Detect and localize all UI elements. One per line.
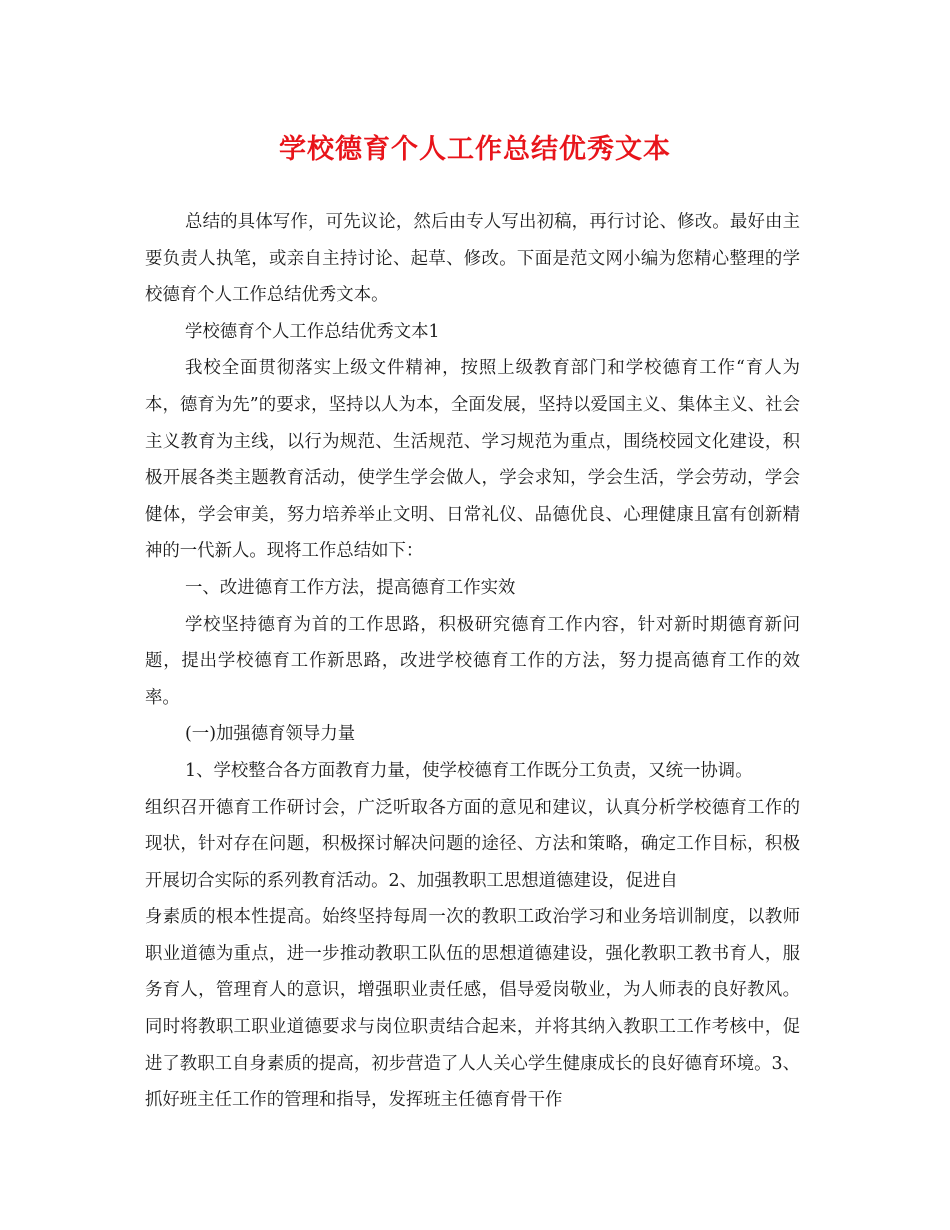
body-paragraph: 学校坚持德育为首的工作思路，积极研究德育工作内容，针对新时期德育新问题，提出学校德育工作新思路，改进学校德育工作的方法，努力提高德育工作的效率。 xyxy=(145,614,800,708)
overview-paragraph: 我校全面贯彻落实上级文件精神，按照上级教育部门和学校德育工作“育人为本，德育为先”的要求，坚持以人为本，全面发展，坚持以爱国主义、集体主义、社会主义教育为主线，以行为规范、生活规范、学习规范为重点，围绕校园文化建设，积极开展各类主题教育活动，使学生学会做人，学会求知，学会生活，学会劳动，学会健体，学会审美，努力培养举止文明、日常礼仪、品德优良、心理健康且富有创新精神的一代新人。现将工作总结如下： xyxy=(145,358,800,562)
document-title: 学校德育个人工作总结优秀文本 xyxy=(279,134,671,165)
body-paragraph: 组织召开德育工作研讨会，广泛听取各方面的意见和建议，认真分析学校德育工作的现状，针对存在问题，积极探讨解决问题的途径、方法和策略，确定工作目标，积极开展切合实际的系列教育活动。2、加强教职工思想道德建设，促进自 xyxy=(145,797,800,891)
intro-paragraph: 总结的具体写作，可先议论，然后由专人写出初稿，再行讨论、修改。最好由主要负责人执笔，或亲自主持讨论、起草、修改。下面是范文网小编为您精心整理的学校德育个人工作总结优秀文本。 xyxy=(145,212,800,306)
section-heading: 学校德育个人工作总结优秀文本1 xyxy=(185,321,440,342)
subsection-heading: (一)加强德育领导力量 xyxy=(185,724,356,745)
section-heading: 一、改进德育工作方法，提高德育工作实效 xyxy=(185,577,516,598)
document-body xyxy=(145,204,800,1119)
body-paragraph: 1、学校整合各方面教育力量，使学校德育工作既分工负责，又统一协调。 xyxy=(185,760,753,781)
body-paragraph: 身素质的根本性提高。始终坚持每周一次的教职工政治学习和业务培训制度，以教师职业道德为重点，进一步推动教职工队伍的思想道德建设，强化教职工教书育人，服务育人，管理育人的意识，增强职业责任感，倡导爱岗敬业，为人师表的良好教风。同时将教职工职业道德要求与岗位职责结合起来，并将其纳入教职工工作考核中，促进了教职工自身素质的提高，初步营造了人人关心学生健康成长的良好德育环境。3、抓好班主任工作的管理和指导，发挥班主任德育骨干作 xyxy=(145,907,800,1111)
